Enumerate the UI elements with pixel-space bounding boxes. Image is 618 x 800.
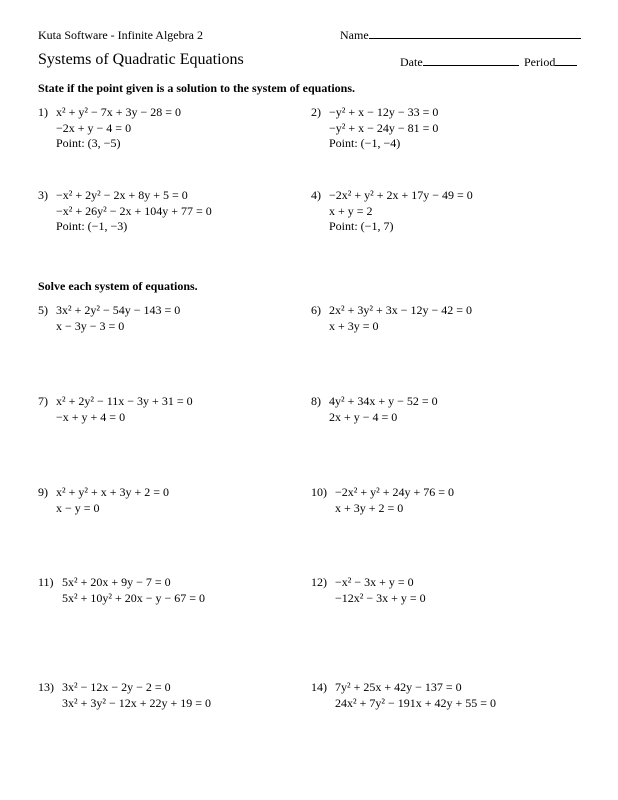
equation: −x² − 3x + y = 0 (335, 575, 414, 589)
problem-number: 2) (311, 105, 321, 119)
problem-4 (311, 188, 473, 235)
point: Point: (−1, 7) (329, 219, 394, 233)
equation: x + 3y = 0 (329, 318, 379, 333)
problem-number: 9) (38, 485, 48, 499)
problem-number: 6) (311, 303, 321, 317)
point: Point: (−1, −3) (56, 219, 128, 233)
equation: 5x² + 10y² + 20x − y − 67 = 0 (62, 590, 206, 605)
problem-number: 4) (311, 188, 321, 202)
date-blank[interactable] (423, 55, 519, 66)
equation: 3x² + 2y² − 54y − 143 = 0 (56, 303, 181, 317)
equation: x² + y² + x + 3y + 2 = 0 (56, 485, 170, 499)
problem-number: 8) (311, 394, 321, 408)
equation: −y² + x − 24y − 81 = 0 (329, 120, 439, 135)
name-label: Name (340, 28, 369, 42)
problem-13 (38, 680, 211, 711)
problem-number: 13) (38, 680, 54, 694)
equation: 2x² + 3y² + 3x − 12y − 42 = 0 (329, 303, 473, 317)
date-label: Date (400, 55, 423, 69)
section-1-instruction: State if the point given is a solution to the system of equations. (38, 81, 356, 95)
equation: x² + y² − 7x + 3y − 28 = 0 (56, 105, 182, 119)
equation: 3x² + 3y² − 12x + 22y + 19 = 0 (62, 695, 212, 710)
point: Point: (3, −5) (56, 136, 121, 150)
period-label: Period (524, 55, 556, 69)
equation: 5x² + 20x + 9y − 7 = 0 (62, 575, 171, 589)
problem-number: 3) (38, 188, 48, 202)
equation: 2x + y − 4 = 0 (329, 409, 398, 424)
section-2-instruction: Solve each system of equations. (38, 279, 198, 293)
problem-12 (311, 575, 426, 606)
problem-14 (311, 680, 496, 711)
equation: 4y² + 34x + y − 52 = 0 (329, 394, 438, 408)
period-field[interactable] (524, 55, 577, 70)
problem-2 (311, 105, 438, 152)
problem-number: 12) (311, 575, 327, 589)
page-title: Systems of Quadratic Equations (38, 51, 244, 68)
equation: −2x² + y² + 24y + 76 = 0 (335, 485, 455, 499)
equation: −x² + 26y² − 2x + 104y + 77 = 0 (56, 203, 212, 218)
problem-number: 7) (38, 394, 48, 408)
problem-number: 11) (38, 575, 54, 589)
equation: x − 3y − 3 = 0 (56, 318, 125, 333)
problem-number: 5) (38, 303, 48, 317)
equation: −2x² + y² + 2x + 17y − 49 = 0 (329, 188, 473, 202)
equation: −y² + x − 12y − 33 = 0 (329, 105, 439, 119)
point: Point: (−1, −4) (329, 136, 401, 150)
equation: 24x² + 7y² − 191x + 42y + 55 = 0 (335, 695, 497, 710)
equation: x + y = 2 (329, 203, 373, 218)
name-blank[interactable] (369, 28, 581, 39)
problem-1 (38, 105, 181, 152)
equation: x − y = 0 (56, 500, 100, 515)
name-field[interactable] (340, 28, 581, 43)
problem-5 (38, 303, 180, 334)
equation: 3x² − 12x − 2y − 2 = 0 (62, 680, 171, 694)
equation: 7y² + 25x + 42y − 137 = 0 (335, 680, 462, 694)
problem-11 (38, 575, 205, 606)
problem-8 (311, 394, 438, 425)
problem-number: 14) (311, 680, 327, 694)
publisher-label: Kuta Software - Infinite Algebra 2 (38, 28, 203, 42)
equation: −12x² − 3x + y = 0 (335, 590, 426, 605)
problem-7 (38, 394, 193, 425)
problem-number: 1) (38, 105, 48, 119)
equation: −2x + y − 4 = 0 (56, 120, 132, 135)
equation: x + 3y + 2 = 0 (335, 500, 404, 515)
problem-number: 10) (311, 485, 327, 499)
problem-3 (38, 188, 212, 235)
equation: x² + 2y² − 11x − 3y + 31 = 0 (56, 394, 193, 408)
equation: −x² + 2y² − 2x + 8y + 5 = 0 (56, 188, 188, 202)
equation: −x + y + 4 = 0 (56, 409, 126, 424)
date-field[interactable] (400, 55, 519, 70)
problem-9 (38, 485, 169, 516)
problem-10 (311, 485, 454, 516)
problem-6 (311, 303, 472, 334)
period-blank[interactable] (555, 55, 577, 66)
